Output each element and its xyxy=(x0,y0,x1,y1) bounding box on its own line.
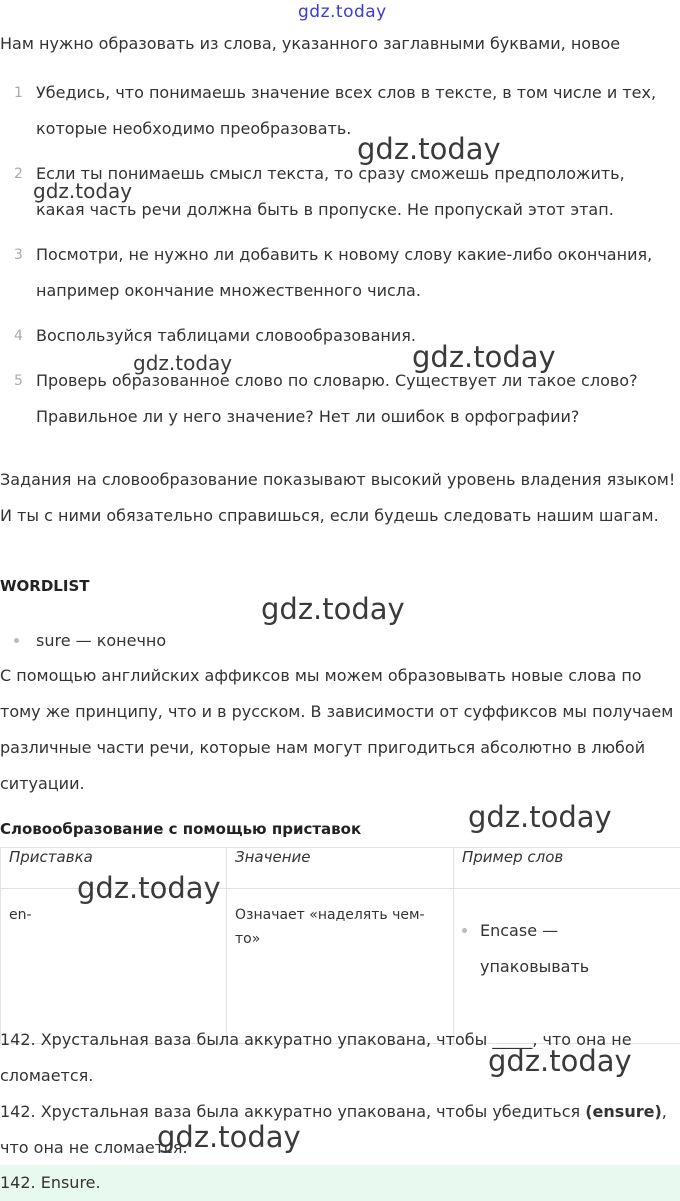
step-text: Если ты понимаешь смысл текста, то сразу сможешь предположить, какая часть речи должна быть в пропуске. Не пропускай этот этап. xyxy=(36,164,625,219)
step-text: Проверь образованное слово по словарю. Существует ли такое слово? Правильное ли у него значение? Нет ли ошибок в орфографии? xyxy=(36,371,638,426)
watermark: gdz.today xyxy=(33,179,133,203)
prefix-section-title: Словообразование с помощью приставок xyxy=(0,820,362,838)
watermark: gdz.today xyxy=(157,1120,301,1154)
wordlist-title: WORDLIST xyxy=(0,577,90,595)
example-text: Encase — упаковывать xyxy=(480,921,590,976)
header-example: Пример слов xyxy=(454,848,680,889)
header-meaning: Значение xyxy=(227,848,454,889)
cell-meaning xyxy=(227,889,454,1044)
watermark: gdz.today xyxy=(412,340,556,374)
task-solution xyxy=(0,1094,676,1166)
header-prefix: Приставка xyxy=(1,848,227,889)
bullet-icon xyxy=(14,638,19,643)
bullet-icon xyxy=(462,928,467,933)
step-number: 5 xyxy=(14,373,23,389)
step-text: Убедись, что понимаешь значение всех слов в тексте, в том числе и тех, которые необходимо преобразовать. xyxy=(36,83,657,138)
watermark: gdz.today xyxy=(261,592,405,626)
table-row xyxy=(1,889,680,1044)
step-text: Посмотри, не нужно ли добавить к новому слову какие-либо окончания, например окончание множественного числа. xyxy=(36,245,653,300)
watermark: gdz.today xyxy=(133,351,233,375)
watermark: gdz.today xyxy=(77,871,221,905)
task-answer: 142. Ensure. xyxy=(0,1165,680,1201)
step-number: 3 xyxy=(14,247,23,263)
solution-word: (ensure) xyxy=(585,1102,662,1121)
watermark: gdz.today xyxy=(357,132,501,166)
task-question: 142. Хрустальная ваза была аккуратно упакована, чтобы _____, что она не сломается. xyxy=(0,1030,632,1085)
example-item xyxy=(480,913,590,985)
watermark: gdz.today xyxy=(468,800,612,834)
motivation-text: Задания на словообразование показывают высокий уровень владения языком! И ты с ними обязательно справишься, если будешь следовать нашим шагам. xyxy=(0,470,676,525)
cell-meaning-text: Означает «наделять чем-то» xyxy=(235,907,425,947)
intro-text: Нам нужно образовать из слова, указанного заглавными буквами, новое xyxy=(0,34,621,53)
step-number: 4 xyxy=(14,328,23,344)
affixes-text: С помощью английских аффиксов мы можем образовывать новые слова по тому же принципу, что и в русском. В зависимости от суффиксов мы получаем различные части речи, которые нам могут пригодиться абсолютно в любой ситуации. xyxy=(0,666,674,793)
step-number: 1 xyxy=(14,85,23,101)
watermark-header: gdz.today xyxy=(298,2,387,22)
step-number: 2 xyxy=(14,166,23,182)
solution-text-end: , что она не сломается. xyxy=(0,1102,667,1157)
solution-text: 142. Хрустальная ваза была аккуратно упакована, чтобы убедиться xyxy=(0,1102,586,1121)
watermark: gdz.today xyxy=(488,1044,632,1078)
cell-example xyxy=(454,889,680,1044)
step-text: Воспользуйся таблицами словообразования. xyxy=(36,326,416,345)
cell-prefix: en- xyxy=(1,889,227,1044)
wordlist-item-text: sure — конечно xyxy=(36,631,167,650)
